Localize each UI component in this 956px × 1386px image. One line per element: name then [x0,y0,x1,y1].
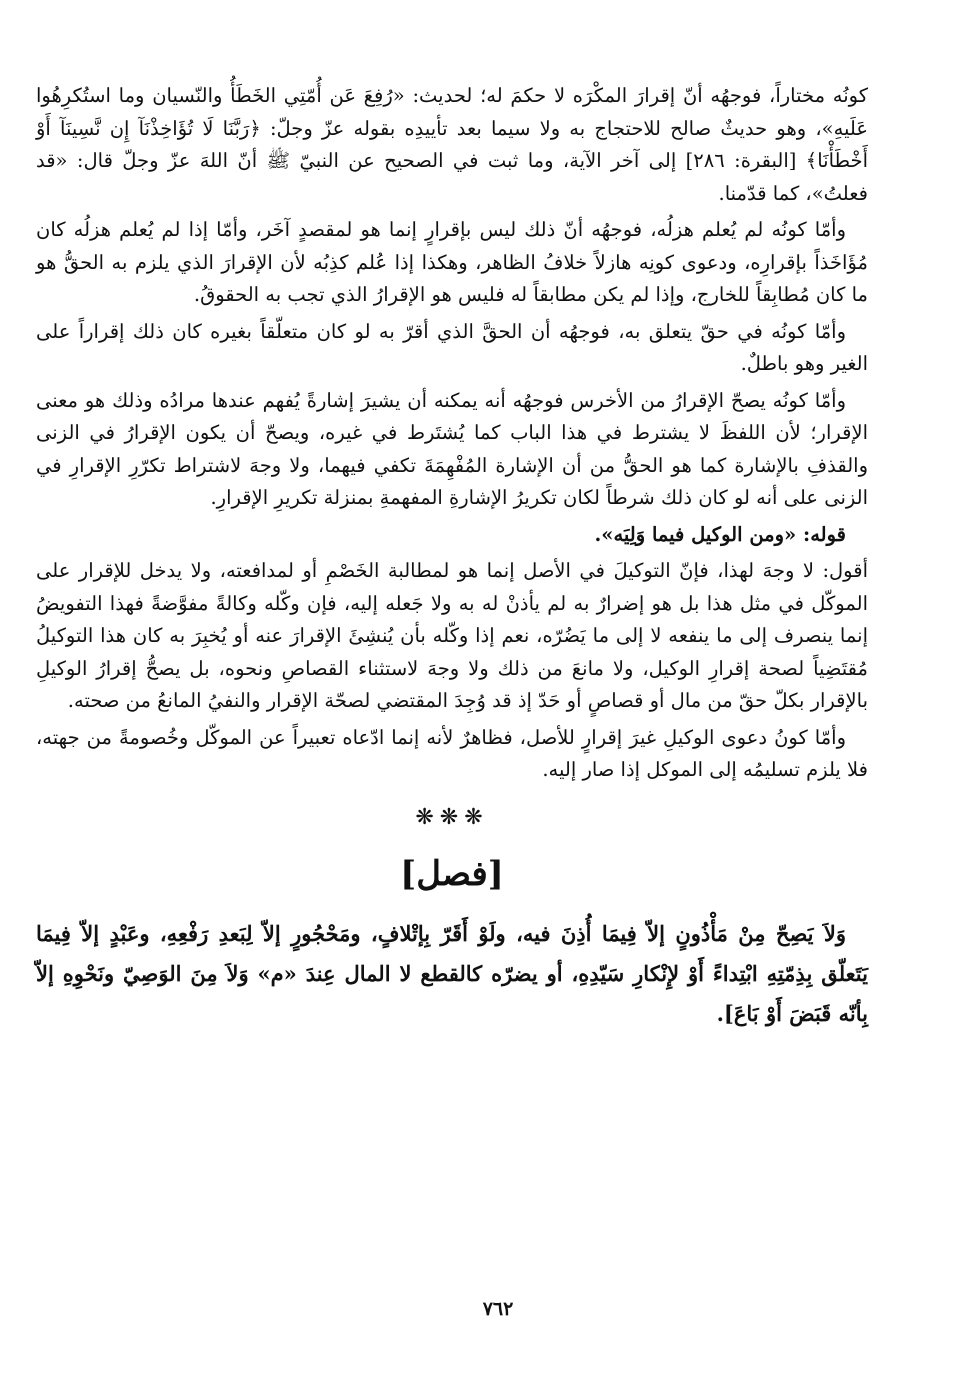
paragraph-5: قوله: «ومن الوكيل فيما وَلِيَه». [594,522,846,546]
page-body [36,80,868,1034]
paragraph-3: وأمّا كونُه في حقّ يتعلق به، فوجهُه أن الحقَّ الذي أقرّ به لو كان متعلّقاً بغيره كان ذلك إقراراً على الغير وهو باطلٌ. [36,319,868,375]
paragraph-2: وأمّا كونُه لم يُعلم هزلُه، فوجهُه أنّ ذلك ليس بإقرارٍ إنما هو لمقصدٍ آخَر، وأمّا إذا لم يُعلم هزلُه كان مُؤَاخَذاً بإقرارِه، ودعوى كونِه هازلاً خلافُ الظاهر، وهكذا إذا عُلم كذِبُه لأن الإقرارَ الذي يلزم به الحقُّ هو ما كان مُطابِقاً للخارج، وإذا لم يكن مطابقاً له فليس هو الإقرارُ الذي تجب به الحقوقُ. [36,218,868,306]
matn-text: وَلاَ يَصِحّ مِنْ مَأْذُونٍ إلاّ فِيمَا أُذِنَ فيه، ولَوْ أَقَرّ بِإتْلافٍ، ومَحْجُورٍ إلاّ لِبَعدِ رَفْعِهِ، وعَبْدٍ إلاّ فِيمَا يَتَعلّق بِذِمّتِهِ ابْتِداءً أَوْ لإِنْكارِ سَيّدِهِ، أو يضرّه كالقطع لا المال عِندَ «م» وَلاَ مِنَ الوَصِيّ ونَحْوِهِ إلاّ بِأنّه قَبَضَ أَوْ بَاعَ]. [36,920,868,1026]
paragraph-1: كونُه مختاراً، فوجهُه أنّ إقرارَ المكْرَه لا حكمَ له؛ لحديث: «رُفِعَ عَن أُمّتِي الخَطَأُ والنّسيان وما استُكرِهُوا عَلَيهِ»، وهو حديثٌ صالح للاحتجاج به ولا سيما بعد تأييدِه بقوله عزّ وجلّ: ﴿رَبَّنَا لَا تُؤَاخِذْنَآ إِن نَّسِينَآ أَوْ أَخْطَأْنَا﴾ [البقرة: ٢٨٦] إلى آخر الآية، وما ثبت في الصحيح عن النبيّ ﷺ أنّ اللهَ عزّ وجلّ قال: «قد فعلتُ»، كما قدّمنا. [36,84,868,205]
paragraph-4: وأمّا كونُه يصحّ الإقرارُ من الأخرس فوجهُه أنه يمكنه أن يشيرَ إشارةً يُفهم عندها مرادُه وذلك هو معنى الإقرار؛ لأن اللفظَ لا يشترط في هذا الباب كما يُشتَرط في غيره، ويصحّ أن يكون الإقرارُ في الزنى والقذفِ بالإشارة كما هو الحقُّ من أن الإشارة المُفْهِمَةَ تكفي فيهما، ولا وجهَ لاشتراط تكرّرِ الإقرارِ في الزنى على أنه لو كان ذلك شرطاً لكان تكريرُ الإشارةِ المفهمةِ بمنزلة تكريرِ الإقرارِ. [36,388,868,509]
section-title: [فصل] [400,853,504,894]
section-divider: ❋❋❋ [415,804,489,830]
paragraph-6: أقول: لا وجهَ لهذا، فإنّ التوكيلَ في الأصل إنما هو لمطالبة الخَصْمِ أو لمدافعته، ولا يدخل للإقرار على الموكّل في مثل هذا بل هو إضرارٌ به لم يأذنْ له به ولا جَعله إليه، فإن وكّله وكالةً مفوَّضةً فهذا التفويضُ إنما ينصرف إلى ما ينفعه لا إلى ما يَضُرّه، نعم إذا وكّله بأن يُنشِئَ الإقرارَ عنه أو يُخبِرَ به كان هذا التوكيلُ مُقتَضِياً لصحة إقرارِ الوكيل، ولا مانعَ من ذلك ولا وجهَ لاستثناء القصاصِ ونحوه، بل يصحُّ إقرارُ الوكيلِ بالإقرار بكلّ حقّ من مال أو قصاصٍ أو حَدّ إذ قد وُجِدَ المقتضي لصحّة الإقرار والنفيُ المانعُ من صحته. [36,559,868,712]
page-number: ٧٦٢ [482,1298,514,1320]
paragraph-7: وأمّا كونُ دعوى الوكيلِ غيرَ إقرارٍ للأصل، فظاهرٌ لأنه إنما ادّعاه تعبيراً عن الموكّل وخُصومةً من جهته، فلا يلزم تسليمُه إلى الموكل إذا صار إليه. [36,725,868,781]
